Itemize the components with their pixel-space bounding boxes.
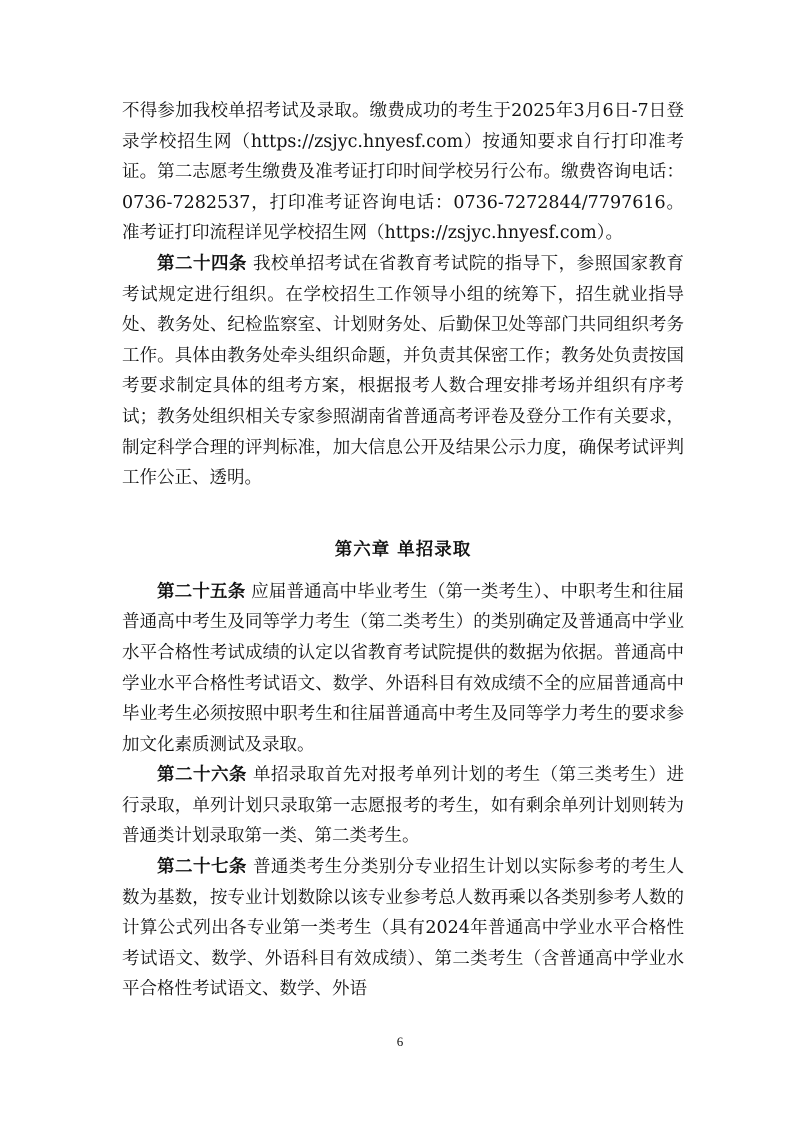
chapter-title: 第六章 单招录取 bbox=[334, 539, 472, 560]
article-number: 第二十五条 bbox=[157, 581, 246, 602]
paragraph-text: 普通类考生分类别分专业招生计划以实际参考的考生人数为基数，按专业计划数除以该专业参考总人数再乘以各类别参考人数的计算公式列出各专业第一类考生（具有2024年普通高中学业水平合格性考试语文、数学、外语科目有效成绩）、第二类考生（含普通高中学业水平合格性考试语文、数学、外语 bbox=[122, 857, 685, 1000]
paragraph-text: 应届普通高中毕业考生（第一类考生）、中职考生和往届普通高中考生及同等学力考生（第二类考生）的类别确定及普通高中学业水平合格性考试成绩的认定以省教育考试院提供的数据为依据。普通高中学业水平合格性考试语文、数学、外语科目有效成绩不全的应届普通高中毕业考生必须按照中职考生和往届普通高中考生及同等学力考生的要求参加文化素质测试及录取。 bbox=[122, 581, 685, 755]
page-number: 6 bbox=[396, 1034, 404, 1049]
paragraph-continued bbox=[122, 96, 684, 249]
article-27-paragraph bbox=[122, 852, 684, 1005]
paragraph-text: 单招录取首先对报考单列计划的考生（第三类考生）进行录取，单列计划只录取第一志愿报考的考生，如有剩余单列计划则转为普通类计划录取第一类、第二类考生。 bbox=[122, 765, 685, 847]
article-25-paragraph bbox=[122, 577, 684, 761]
article-number: 第二十七条 bbox=[157, 857, 247, 878]
paragraph-text: 不得参加我校单招考试及录取。缴费成功的考生于2025年3月6日-7日登录学校招生网（https://zsjyc.hnyesf.com）按通知要求自行打印准考证。第二志愿考生缴费及准考证打印时间学校另行公布。缴费咨询电话：0736-7282537，打印准考证咨询电话：0736-7272844/7797616。准考证打印流程详见学校招生网（https://zsjyc.hnyesf.com）。 bbox=[122, 101, 684, 244]
article-number: 第二十四条 bbox=[157, 253, 247, 274]
document-body bbox=[122, 96, 684, 1005]
article-26-paragraph bbox=[122, 760, 684, 852]
paragraph-text: 我校单招考试在省教育考试院的指导下，参照国家教育考试规定进行组织。在学校招生工作领导小组的统筹下，招生就业指导处、教务处、纪检监察室、计划财务处、后勤保卫处等部门共同组织考务工作。具体由教务处牵头组织命题，并负责其保密工作；教务处负责按国考要求制定具体的组考方案，根据报考人数合理安排考场并组织有序考试；教务处组织相关专家参照湖南省普通高考评卷及登分工作有关要求，制定科学合理的评判标准，加大信息公开及结果公示力度，确保考试评判工作公正、透明。 bbox=[122, 253, 685, 489]
article-24-paragraph bbox=[122, 249, 684, 494]
article-number: 第二十六条 bbox=[157, 765, 247, 786]
